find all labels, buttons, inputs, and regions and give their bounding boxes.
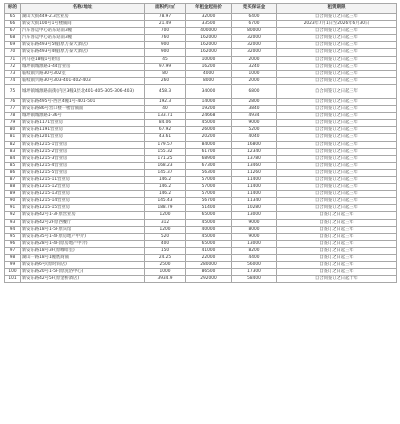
cell-term: 自签订之日起三年 <box>277 240 397 247</box>
cell-lot: 97 <box>5 247 21 254</box>
table-row <box>5 127 397 134</box>
cell-term: 自合同签订之日起三年 <box>277 191 397 198</box>
cell-area: 520 <box>145 233 186 240</box>
cell-deposit: 32000 <box>232 42 277 49</box>
cell-lot: 89 <box>5 191 21 198</box>
cell-name-address: 城坪镇城源路南街(内区3幢3层北401-405-305-306-403) <box>21 84 145 98</box>
cell-deposit: 12340 <box>232 148 277 155</box>
table-row <box>5 56 397 63</box>
cell-area: 78.97 <box>145 14 186 21</box>
cell-name-address: 新安东路1215-13营业房 <box>21 191 145 198</box>
table-row <box>5 276 397 283</box>
cell-area: 171.25 <box>145 155 186 162</box>
cell-lot: 85 <box>5 162 21 169</box>
header-area: 面积约/㎡ <box>145 4 186 14</box>
cell-area: 146.2 <box>145 176 186 183</box>
cell-lot: 76 <box>5 98 21 105</box>
cell-rent: 162000 <box>186 49 232 56</box>
cell-area: 3934.9 <box>145 276 186 283</box>
cell-lot: 95 <box>5 233 21 240</box>
cell-deposit: 11340 <box>232 198 277 205</box>
table-row <box>5 28 397 35</box>
cell-lot: 83 <box>5 148 21 155</box>
cell-name-address: 新安东路1215-12营业房 <box>21 184 145 191</box>
cell-area: 80 <box>145 70 186 77</box>
cell-deposit: 58400 <box>232 276 277 283</box>
cell-name-address: 新安东路1215-1营业房 <box>21 141 145 148</box>
cell-deposit: 11400 <box>232 184 277 191</box>
table-row <box>5 77 397 84</box>
cell-deposit: 4400 <box>232 255 277 262</box>
cell-area: 1000 <box>145 269 186 276</box>
cell-term: 自合同签订之日起三年 <box>277 141 397 148</box>
cell-deposit: 13000 <box>232 240 277 247</box>
cell-lot: 75 <box>5 84 21 98</box>
cell-name-address: 新安东路18号1-5F原宾馆 <box>21 226 145 233</box>
cell-name-address: 新安东路1215-3营业房 <box>21 155 145 162</box>
cell-rent: 65000 <box>186 212 232 219</box>
cell-deposit: 56000 <box>232 262 277 269</box>
cell-area: 146.2 <box>145 191 186 198</box>
cell-lot: 87 <box>5 176 21 183</box>
cell-term: 自合同签订之日起十年 <box>277 276 397 283</box>
cell-rent: 61700 <box>186 148 232 155</box>
cell-term: 自合同签订之日起三年 <box>277 127 397 134</box>
cell-rent: 45000 <box>186 233 232 240</box>
cell-area: 179.57 <box>145 141 186 148</box>
cell-rent: 16200 <box>186 63 232 70</box>
cell-deposit: 2000 <box>232 77 277 84</box>
cell-area: 400 <box>145 240 186 247</box>
cell-rent: 68900 <box>186 155 232 162</box>
table-row <box>5 155 397 162</box>
cell-area: 84.06 <box>145 120 186 127</box>
cell-lot: 71 <box>5 56 21 63</box>
table-row <box>5 141 397 148</box>
table-row <box>5 169 397 176</box>
cell-term: 自签订之日起三年 <box>277 262 397 269</box>
cell-term: 自合同签订之日起三年 <box>277 106 397 113</box>
cell-rent: 57000 <box>186 184 232 191</box>
cell-rent: 24668 <box>186 113 232 120</box>
cell-rent: 34000 <box>186 84 232 98</box>
cell-area: 900 <box>145 49 186 56</box>
cell-lot: 69 <box>5 42 21 49</box>
cell-name-address: 临岐镇兴路30号303-401-402-403 <box>21 77 145 84</box>
table-row <box>5 247 397 254</box>
cell-name-address: 新安东路495号-西区4幢1号-401-501 <box>21 98 145 105</box>
cell-lot: 77 <box>5 106 21 113</box>
table-row <box>5 70 397 77</box>
cell-rent: 292000 <box>186 276 232 283</box>
header-rent-start-price: 年租金起拍价 <box>186 4 232 14</box>
cell-deposit: 10280 <box>232 205 277 212</box>
cell-deposit: 17300 <box>232 269 277 276</box>
table-row <box>5 212 397 219</box>
cell-area: 45 <box>145 56 186 63</box>
table-row <box>5 84 397 98</box>
cell-lot: 81 <box>5 134 21 141</box>
cell-term: 自合同签订之日起三年 <box>277 184 397 191</box>
cell-name-address: 新安东路42号2F原西餐厅 <box>21 219 145 226</box>
cell-name-address: 新安东路18号3F(原咖啡室) <box>21 247 145 254</box>
table-row <box>5 134 397 141</box>
cell-term: 自合同签订之日起三年 <box>277 28 397 35</box>
table-row <box>5 21 397 28</box>
cell-rent: 4000 <box>186 70 232 77</box>
table-row <box>5 219 397 226</box>
cell-deposit: 5200 <box>232 127 277 134</box>
cell-rent: 162000 <box>186 42 232 49</box>
cell-name-address: 湖山大街449-2.3营业房 <box>21 14 145 21</box>
table-row <box>5 198 397 205</box>
cell-deposit: 3840 <box>232 106 277 113</box>
cell-term: 自合同签订之日起三年 <box>277 120 397 127</box>
cell-lot: 90 <box>5 198 21 205</box>
cell-name-address: 新安东路1201营业房 <box>21 134 145 141</box>
cell-area: 155.32 <box>145 148 186 155</box>
cell-deposit: 13460 <box>232 162 277 169</box>
cell-name-address: 新安东路6号(原时尚店) <box>21 262 145 269</box>
lease-auction-table <box>4 3 397 283</box>
table-row <box>5 233 397 240</box>
cell-deposit: 6400 <box>232 14 277 21</box>
cell-term: 自签订之日起三年 <box>277 226 397 233</box>
cell-lot: 96 <box>5 240 21 247</box>
cell-rent: 86500 <box>186 269 232 276</box>
cell-area: 133.71 <box>145 113 186 120</box>
cell-rent: 51400 <box>186 205 232 212</box>
cell-name-address: 新安东路28号1-4F(原房地产中介) <box>21 240 145 247</box>
cell-term: 自合同签订之日起三年 <box>277 84 397 98</box>
cell-term: 自签订之日起三年 <box>277 269 397 276</box>
cell-deposit: 9000 <box>232 120 277 127</box>
table-row <box>5 14 397 21</box>
cell-rent: 20200 <box>186 134 232 141</box>
cell-deposit: 32000 <box>232 49 277 56</box>
cell-deposit: 8000 <box>232 226 277 233</box>
cell-area: 145.37 <box>145 169 186 176</box>
cell-term: 自合同签订之日起三年 <box>277 14 397 21</box>
cell-lot: 82 <box>5 141 21 148</box>
cell-area: 1200 <box>145 212 186 219</box>
cell-term: 自合同签订之日起三年 <box>277 169 397 176</box>
cell-name-address: 新安东路1215-2营业房 <box>21 148 145 155</box>
cell-name-address: 新安东路86号营口楼一楼营铺面 <box>21 106 145 113</box>
cell-term: 自合同签订之日起三年 <box>277 162 397 169</box>
cell-deposit: 8200 <box>232 247 277 254</box>
cell-lot: 67 <box>5 28 21 35</box>
table-row <box>5 262 397 269</box>
table-row <box>5 269 397 276</box>
cell-area: 150 <box>145 247 186 254</box>
cell-name-address: 新安东路1215-11营业房 <box>21 176 145 183</box>
cell-rent: 162000 <box>186 35 232 42</box>
cell-term: 自合同签订之日起三年 <box>277 35 397 42</box>
cell-term: 2023年7月1日至2026年6月30日 <box>277 21 397 28</box>
table-row <box>5 148 397 155</box>
cell-term: 自合同签订之日起三年 <box>277 148 397 155</box>
cell-lot: 78 <box>5 113 21 120</box>
cell-lot: 79 <box>5 120 21 127</box>
cell-name-address: 新安东路1215-14营业房 <box>21 198 145 205</box>
table-row <box>5 49 397 56</box>
cell-rent: 40000 <box>186 226 232 233</box>
cell-term: 自合同签订之日起三年 <box>277 155 397 162</box>
cell-area: 760 <box>145 35 186 42</box>
header-deposit: 竞买保证金 <box>232 4 277 14</box>
table-row <box>5 255 397 262</box>
cell-term: 自合同签订之日起三年 <box>277 198 397 205</box>
cell-lot: 66 <box>5 21 21 28</box>
cell-lot: 70 <box>5 49 21 56</box>
cell-area: 260 <box>145 77 186 84</box>
cell-lot: 88 <box>5 184 21 191</box>
cell-lot: 92 <box>5 212 21 219</box>
header-name-address: 名称/地址 <box>21 4 145 14</box>
cell-area: 458.3 <box>145 84 186 98</box>
cell-term: 自签订之日起三年 <box>277 212 397 219</box>
cell-deposit: 2800 <box>232 98 277 105</box>
cell-area: 21.49 <box>145 21 186 28</box>
cell-rent: 41000 <box>186 247 232 254</box>
cell-rent: 26000 <box>186 127 232 134</box>
cell-rent: 57000 <box>186 191 232 198</box>
cell-lot: 84 <box>5 155 21 162</box>
cell-area: 188.79 <box>145 205 186 212</box>
cell-deposit: 4040 <box>232 134 277 141</box>
cell-deposit: 6800 <box>232 84 277 98</box>
cell-name-address: 汽车客运中心站东站南3幢 <box>21 35 145 42</box>
cell-term: 自合同签订之日起三年 <box>277 113 397 120</box>
cell-deposit: 9000 <box>232 233 277 240</box>
table-row <box>5 205 397 212</box>
cell-area: 192.3 <box>145 98 186 105</box>
table-row <box>5 120 397 127</box>
cell-area: 24.25 <box>145 255 186 262</box>
table-row <box>5 184 397 191</box>
cell-lot: 86 <box>5 169 21 176</box>
table-row <box>5 42 397 49</box>
cell-deposit: 3240 <box>232 63 277 70</box>
table-row <box>5 162 397 169</box>
cell-area: 146.2 <box>145 184 186 191</box>
cell-deposit: 11400 <box>232 191 277 198</box>
cell-term: 自合同签订之日起三年 <box>277 77 397 84</box>
cell-name-address: 丙马巷18幢1号附房 <box>21 56 145 63</box>
cell-deposit: 6700 <box>232 21 277 28</box>
cell-name-address: 新安东路1215-4营业房 <box>21 162 145 169</box>
table-header-row <box>5 4 397 14</box>
cell-rent: 8000 <box>186 77 232 84</box>
table-row <box>5 226 397 233</box>
cell-lot: 74 <box>5 77 21 84</box>
table-row <box>5 176 397 183</box>
cell-lot: 73 <box>5 70 21 77</box>
table-body <box>5 14 397 283</box>
cell-area: 168.23 <box>145 162 186 169</box>
cell-name-address: 新安东路35号1-4F原房地产中介) <box>21 233 145 240</box>
cell-area: 1200 <box>145 226 186 233</box>
cell-name-address: 城坪镇城源路1-44营业房 <box>21 63 145 70</box>
cell-lot: 99 <box>5 262 21 269</box>
cell-lot: 101 <box>5 276 21 283</box>
cell-deposit: 16800 <box>232 141 277 148</box>
cell-rent: 10000 <box>186 56 232 63</box>
cell-term: 自签订之日起三年 <box>277 219 397 226</box>
cell-term: 自合同签订之日起三年 <box>277 56 397 63</box>
cell-deposit: 11400 <box>232 176 277 183</box>
cell-term: 自合同签订之日起三年 <box>277 134 397 141</box>
cell-term: 自合同签订之日起三年 <box>277 70 397 77</box>
cell-deposit: 2000 <box>232 56 277 63</box>
cell-area: 312 <box>145 219 186 226</box>
cell-deposit: 13780 <box>232 155 277 162</box>
table-row <box>5 35 397 42</box>
table-row <box>5 113 397 120</box>
cell-rent: 45000 <box>186 219 232 226</box>
cell-deposit: 11260 <box>232 169 277 176</box>
cell-name-address: 新安东路493号5幢(原万泰大酒店) <box>21 42 145 49</box>
cell-deposit: 80000 <box>232 28 277 35</box>
cell-area: 67.92 <box>145 127 186 134</box>
cell-term: 自合同签订之日起三年 <box>277 49 397 56</box>
cell-term: 自合同签订之日起三年 <box>277 98 397 105</box>
cell-rent: 65000 <box>186 240 232 247</box>
cell-rent: 56700 <box>186 198 232 205</box>
cell-deposit: 13000 <box>232 212 277 219</box>
cell-area: 145.43 <box>145 198 186 205</box>
cell-lot: 91 <box>5 205 21 212</box>
cell-lot: 65 <box>5 14 21 21</box>
header-lease-term: 租赁期限 <box>277 4 397 14</box>
cell-rent: 56300 <box>186 169 232 176</box>
cell-rent: 84000 <box>186 141 232 148</box>
cell-area: 700 <box>145 28 186 35</box>
cell-name-address: 新安东路1191营业房 <box>21 127 145 134</box>
cell-name-address: 湖山一路18号1幢底商铺 <box>21 255 145 262</box>
cell-area: 900 <box>145 42 186 49</box>
table-row <box>5 240 397 247</box>
header-lot: 标的 <box>5 4 21 14</box>
cell-rent: 280000 <box>186 262 232 269</box>
cell-name-address: 新安东路20号1-5F(原洗浴中心) <box>21 269 145 276</box>
cell-name-address: 城坪镇城源路1-36号 <box>21 113 145 120</box>
cell-term: 自合同签订之日起三年 <box>277 42 397 49</box>
cell-area: 2500 <box>145 262 186 269</box>
cell-lot: 98 <box>5 255 21 262</box>
cell-name-address: 新安东路42号1-3F原营业房 <box>21 212 145 219</box>
cell-lot: 72 <box>5 63 21 70</box>
cell-name-address: 新安东路42号5F(原金桥酒店) <box>21 276 145 283</box>
cell-deposit: 4934 <box>232 113 277 120</box>
cell-rent: 57000 <box>186 176 232 183</box>
cell-deposit: 9000 <box>232 219 277 226</box>
cell-rent: 45000 <box>186 120 232 127</box>
cell-term: 自合同签订之日起三年 <box>277 176 397 183</box>
cell-rent: 14000 <box>186 98 232 105</box>
cell-name-address: 新安东路1215-15营业房 <box>21 205 145 212</box>
cell-lot: 100 <box>5 269 21 276</box>
cell-deposit: 1000 <box>232 70 277 77</box>
cell-area: 40 <box>145 106 186 113</box>
cell-lot: 68 <box>5 35 21 42</box>
cell-term: 自合同签订之日起三年 <box>277 63 397 70</box>
cell-lot: 93 <box>5 219 21 226</box>
cell-rent: 33500 <box>186 21 232 28</box>
cell-name-address: 新安东路493号4幢(原万泰大酒店) <box>21 49 145 56</box>
cell-area: 43.61 <box>145 134 186 141</box>
table-row <box>5 191 397 198</box>
cell-rent: 22000 <box>186 255 232 262</box>
cell-term: 自合同签订之日起三年 <box>277 205 397 212</box>
cell-name-address: 新安大街100号1号楼铺间 <box>21 21 145 28</box>
cell-deposit: 32000 <box>232 35 277 42</box>
cell-rent: 67300 <box>186 162 232 169</box>
cell-lot: 94 <box>5 226 21 233</box>
cell-rent: 19200 <box>186 106 232 113</box>
cell-term: 自签订之日起三年 <box>277 247 397 254</box>
cell-area: 97.99 <box>145 63 186 70</box>
cell-name-address: 汽车客运中心站东站南3幢 <box>21 28 145 35</box>
table-row <box>5 106 397 113</box>
cell-rent: 32000 <box>186 14 232 21</box>
table-row <box>5 63 397 70</box>
cell-name-address: 新安东路1171营业房 <box>21 120 145 127</box>
cell-rent: 400000 <box>186 28 232 35</box>
cell-lot: 80 <box>5 127 21 134</box>
table-row <box>5 98 397 105</box>
cell-term: 自签订之日起三年 <box>277 233 397 240</box>
cell-name-address: 临岐镇兴路30号302室 <box>21 70 145 77</box>
cell-name-address: 新安东路1215-5营业房 <box>21 169 145 176</box>
cell-term: 自签订之日起三年 <box>277 255 397 262</box>
